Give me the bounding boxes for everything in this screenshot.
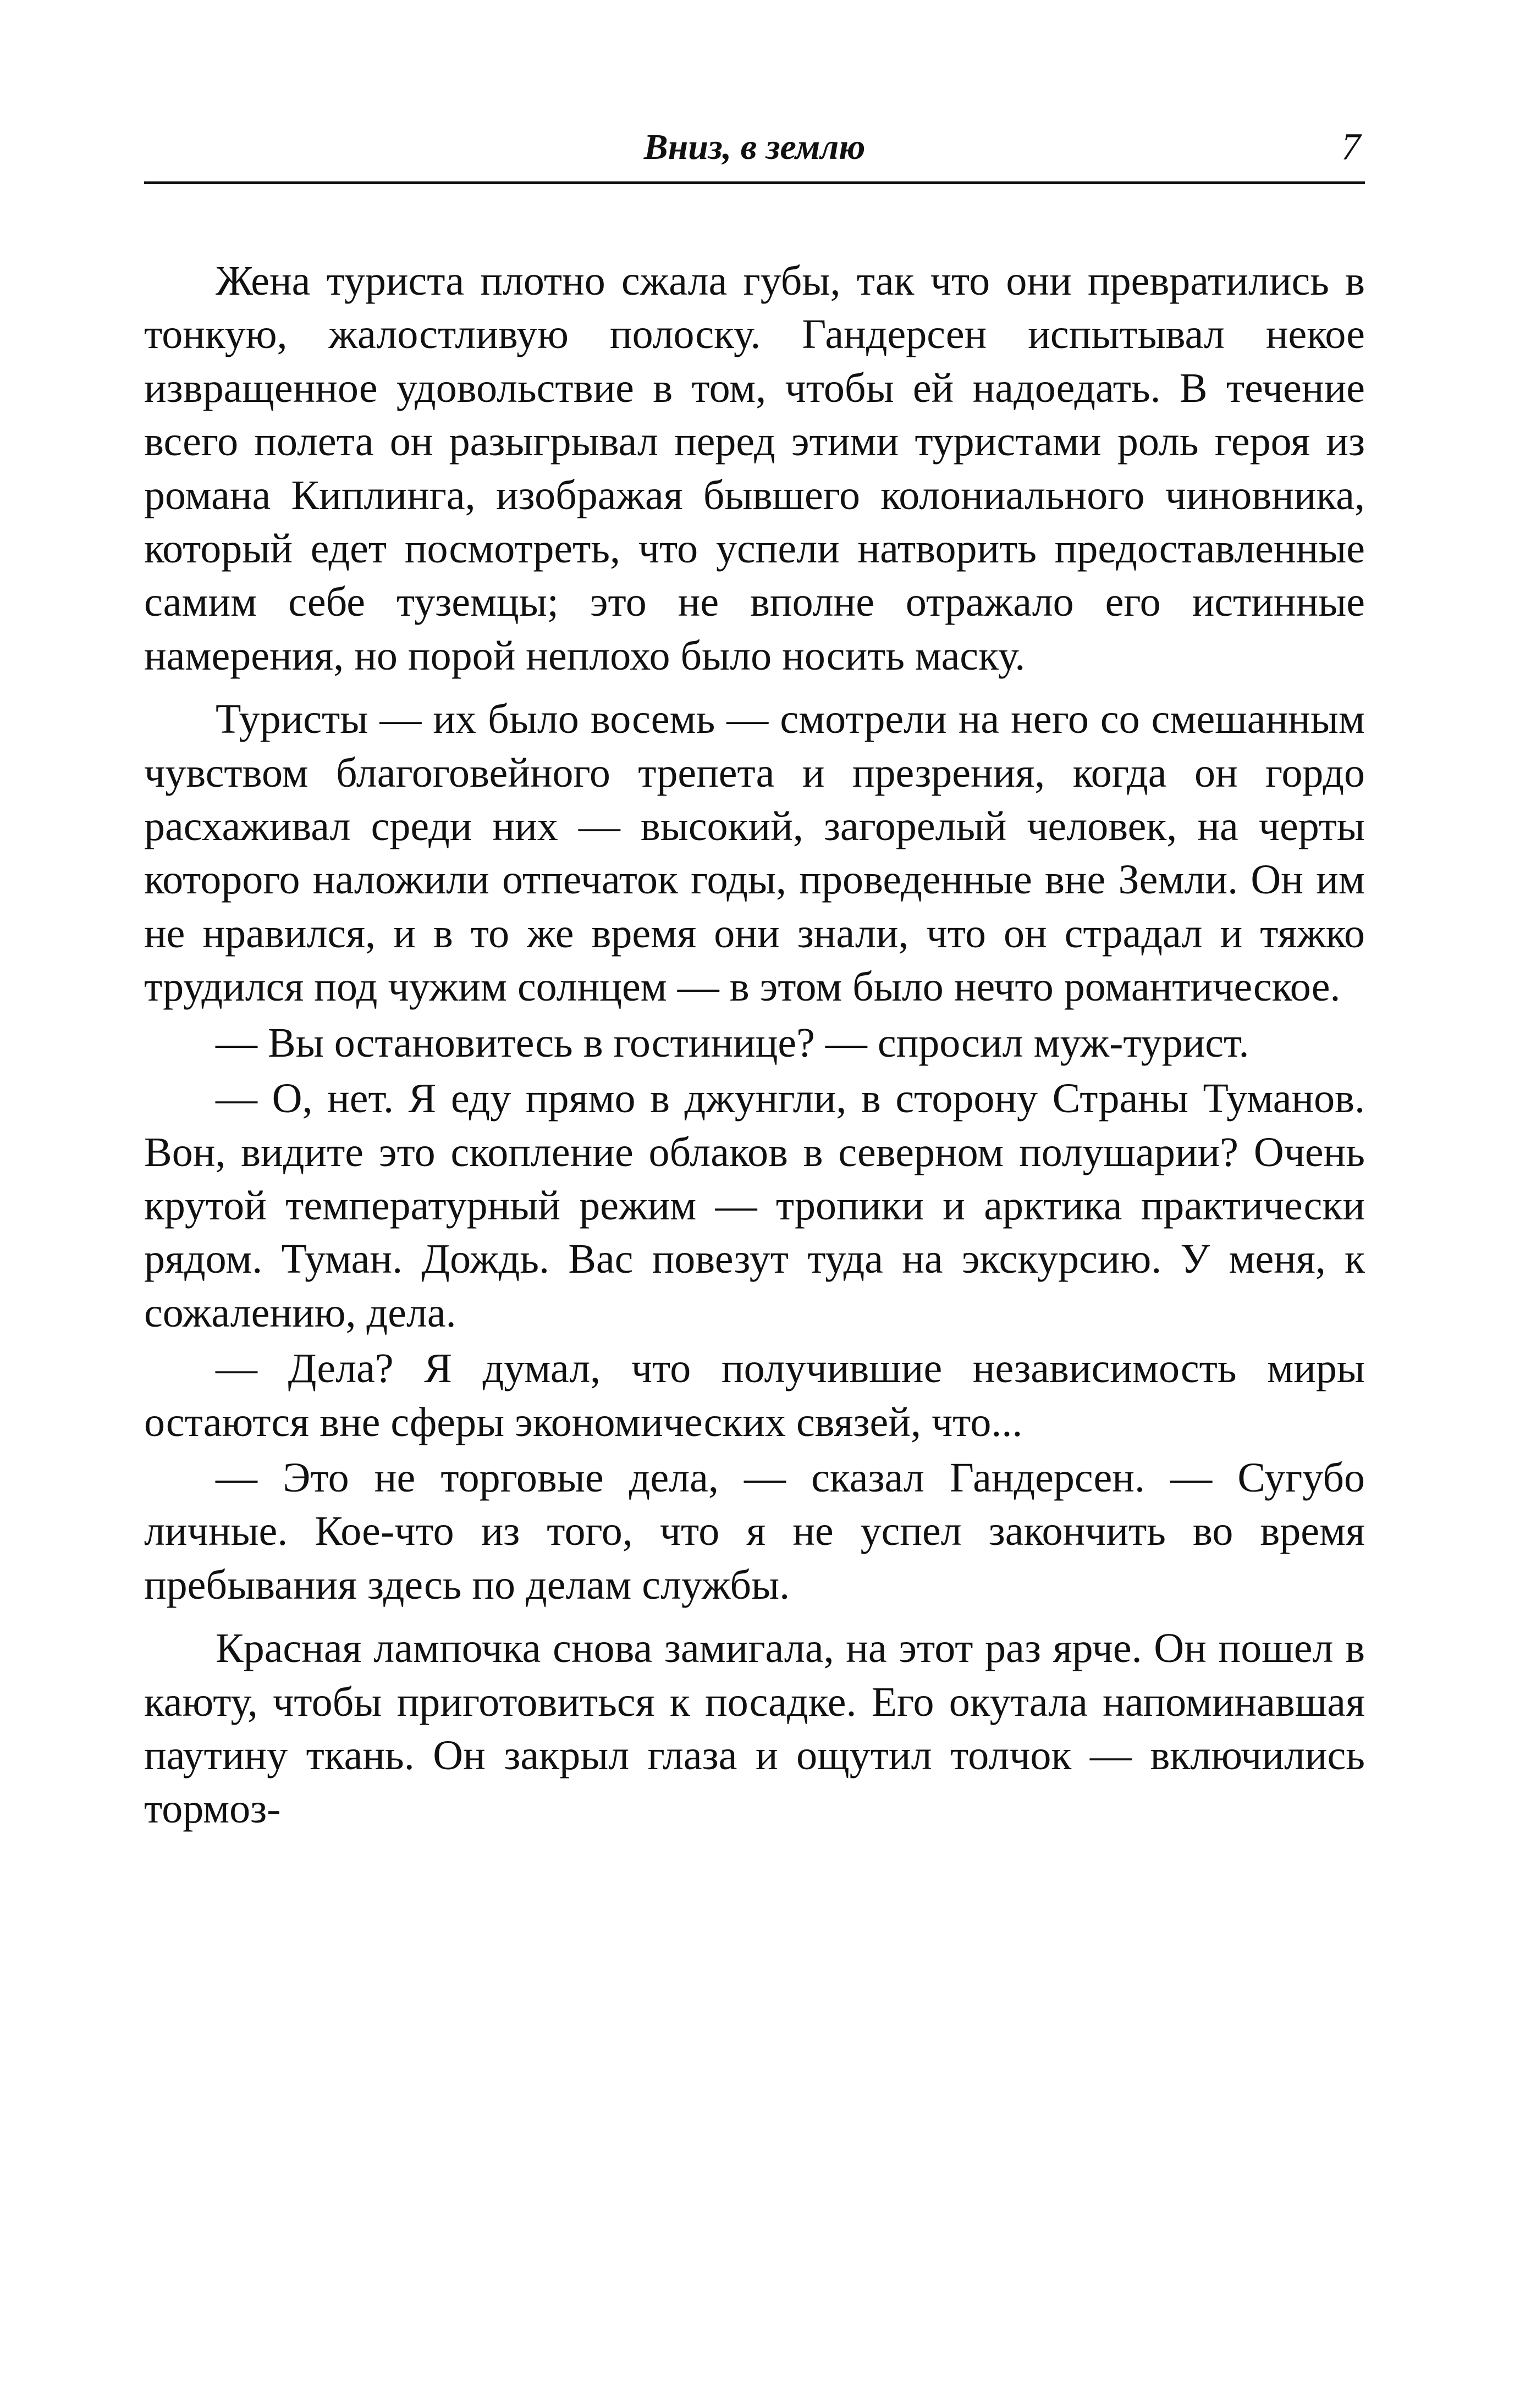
- paragraph: — Это не торговые дела, — сказал Гандерсен. — Сугубо личные. Кое-что из того, что я не успел закончить во время пребывания здесь по делам службы.: [144, 1454, 1365, 1608]
- page-number: 7: [1341, 126, 1361, 168]
- paragraph: — Вы остановитесь в гостинице? — спросил муж-турист.: [216, 1019, 1249, 1066]
- paragraph: Красная лампочка снова замигала, на этот раз ярче. Он пошел в каюту, чтобы приготовиться к посадке. Его окутала напоминавшая паутину ткань. Он закрыл глаза и ощутил толчок — включились тормоз-: [144, 1625, 1365, 1832]
- book-page: [144, 110, 1365, 2342]
- paragraph: Туристы — их было восемь — смотрели на него со смешанным чувством благоговейного трепета и презрения, когда он гордо расхаживал среди них — высокий, загорелый человек, на черты которого наложили отпечаток годы, проведенные вне Земли. Он им не нравился, и в то же время они знали, что он страдал и тяжко трудился под чужим солнцем — в этом было нечто романтическое.: [144, 696, 1365, 1010]
- paragraph: — Дела? Я думал, что получившие независимость миры остаются вне сферы экономических связей, что...: [144, 1345, 1365, 1445]
- running-header: [144, 110, 1365, 184]
- paragraph: — О, нет. Я еду прямо в джунгли, в сторону Страны Туманов. Вон, видите это скопление облаков в северном полушарии? Очень крутой температурный режим — тропики и арктика практически рядом. Туман. Дождь. Вас повезут туда на экскурсию. У меня, к сожалению, дела.: [144, 1075, 1365, 1336]
- running-title: Вниз, в землю: [643, 127, 866, 167]
- body-text: [144, 255, 1365, 1836]
- paragraph: Жена туриста плотно сжала губы, так что они превратились в тонкую, жалостливую полоску. Гандерсен испытывал некое извращенное удовольствие в том, чтобы ей надоедать. В течение всего полета он разыгрывал перед этими туристами роль героя из романа Киплинга, изображая бывшего колониального чиновника, который едет посмотреть, что успели натворить предоставленные самим себе туземцы; это не вполне отражало его истинные намерения, но порой неплохо было носить маску.: [144, 258, 1365, 679]
